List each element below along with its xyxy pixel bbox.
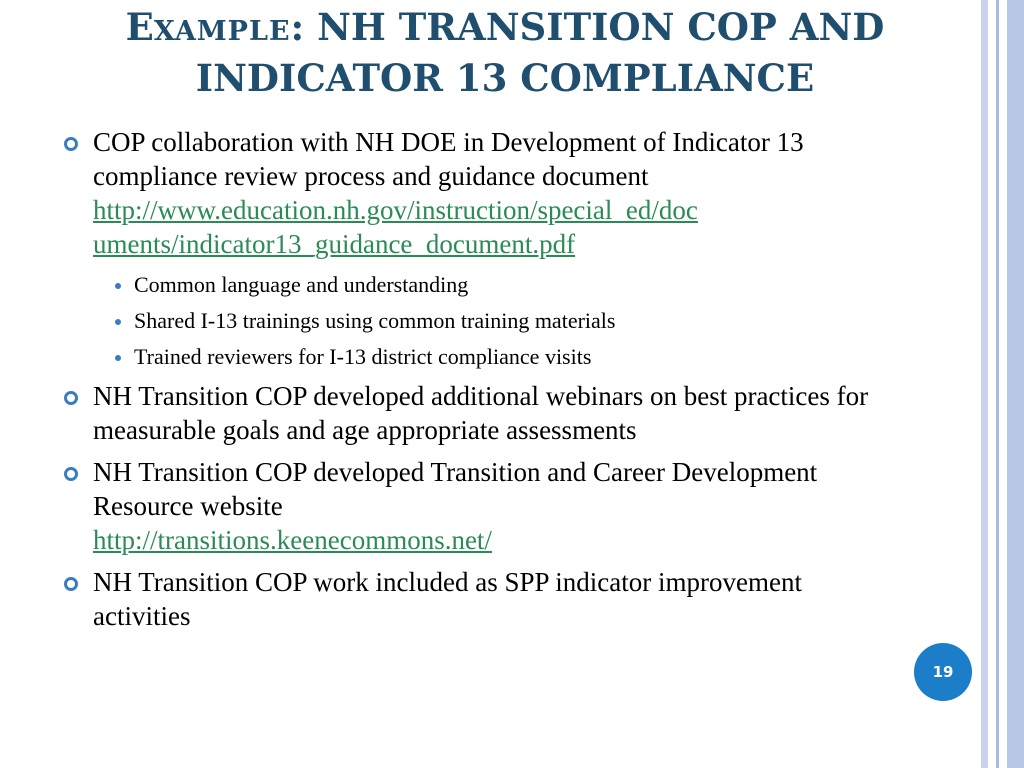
slide-title xyxy=(40,4,970,101)
sub-bullet-item xyxy=(93,271,902,299)
sub-bullet-text: Trained reviewers for I-13 district compliance visits xyxy=(134,344,592,369)
bullet-text: COP collaboration with NH DOE in Development of Indicator 13 compliance review process and guidance document xyxy=(93,127,804,191)
sub-bullet-text: Shared I-13 trainings using common training materials xyxy=(134,308,616,333)
link-line-1: http://www.education.nh.gov/instruction/special_ed/doc xyxy=(93,195,698,225)
page-number-badge: 19 xyxy=(914,643,972,701)
ring-bullet-icon xyxy=(64,391,78,405)
sub-bullet-item xyxy=(93,307,902,335)
bullet-text: NH Transition COP developed additional webinars on best practices for measurable goals and age appropriate assessments xyxy=(93,381,869,445)
dot-bullet-icon xyxy=(115,355,121,361)
bullet-text: NH Transition COP developed Transition and Career Development Resource website xyxy=(93,457,818,521)
guidance-document-link[interactable] xyxy=(93,193,902,261)
decorative-stripe xyxy=(981,0,988,768)
title-rest: : NH TRANSITION COP AND INDICATOR 13 COMPLIANCE xyxy=(195,5,885,100)
slide-content xyxy=(62,125,902,641)
decorative-stripe xyxy=(988,0,996,768)
title-lead-rest: XAMPLE xyxy=(153,16,291,47)
resource-website-link[interactable]: http://transitions.keenecommons.net/ xyxy=(93,525,492,555)
dot-bullet-icon xyxy=(115,283,121,289)
sub-bullet-list xyxy=(93,271,902,371)
decorative-stripe xyxy=(1007,0,1024,768)
bullet-item xyxy=(62,125,902,371)
ring-bullet-icon xyxy=(64,467,78,481)
sub-bullet-text: Common language and understanding xyxy=(134,272,469,297)
dot-bullet-icon xyxy=(115,319,121,325)
ring-bullet-icon xyxy=(64,577,78,591)
bullet-item xyxy=(62,379,902,447)
bullet-text: NH Transition COP work included as SPP indicator improvement activities xyxy=(93,567,802,631)
link-line-2: uments/indicator13_guidance_document.pdf xyxy=(93,229,576,259)
decorative-stripe xyxy=(999,0,1007,768)
bullet-item xyxy=(62,565,902,633)
title-lead-cap: E xyxy=(125,5,154,49)
ring-bullet-icon xyxy=(64,137,78,151)
sub-bullet-item xyxy=(93,343,902,371)
bullet-item xyxy=(62,455,902,557)
